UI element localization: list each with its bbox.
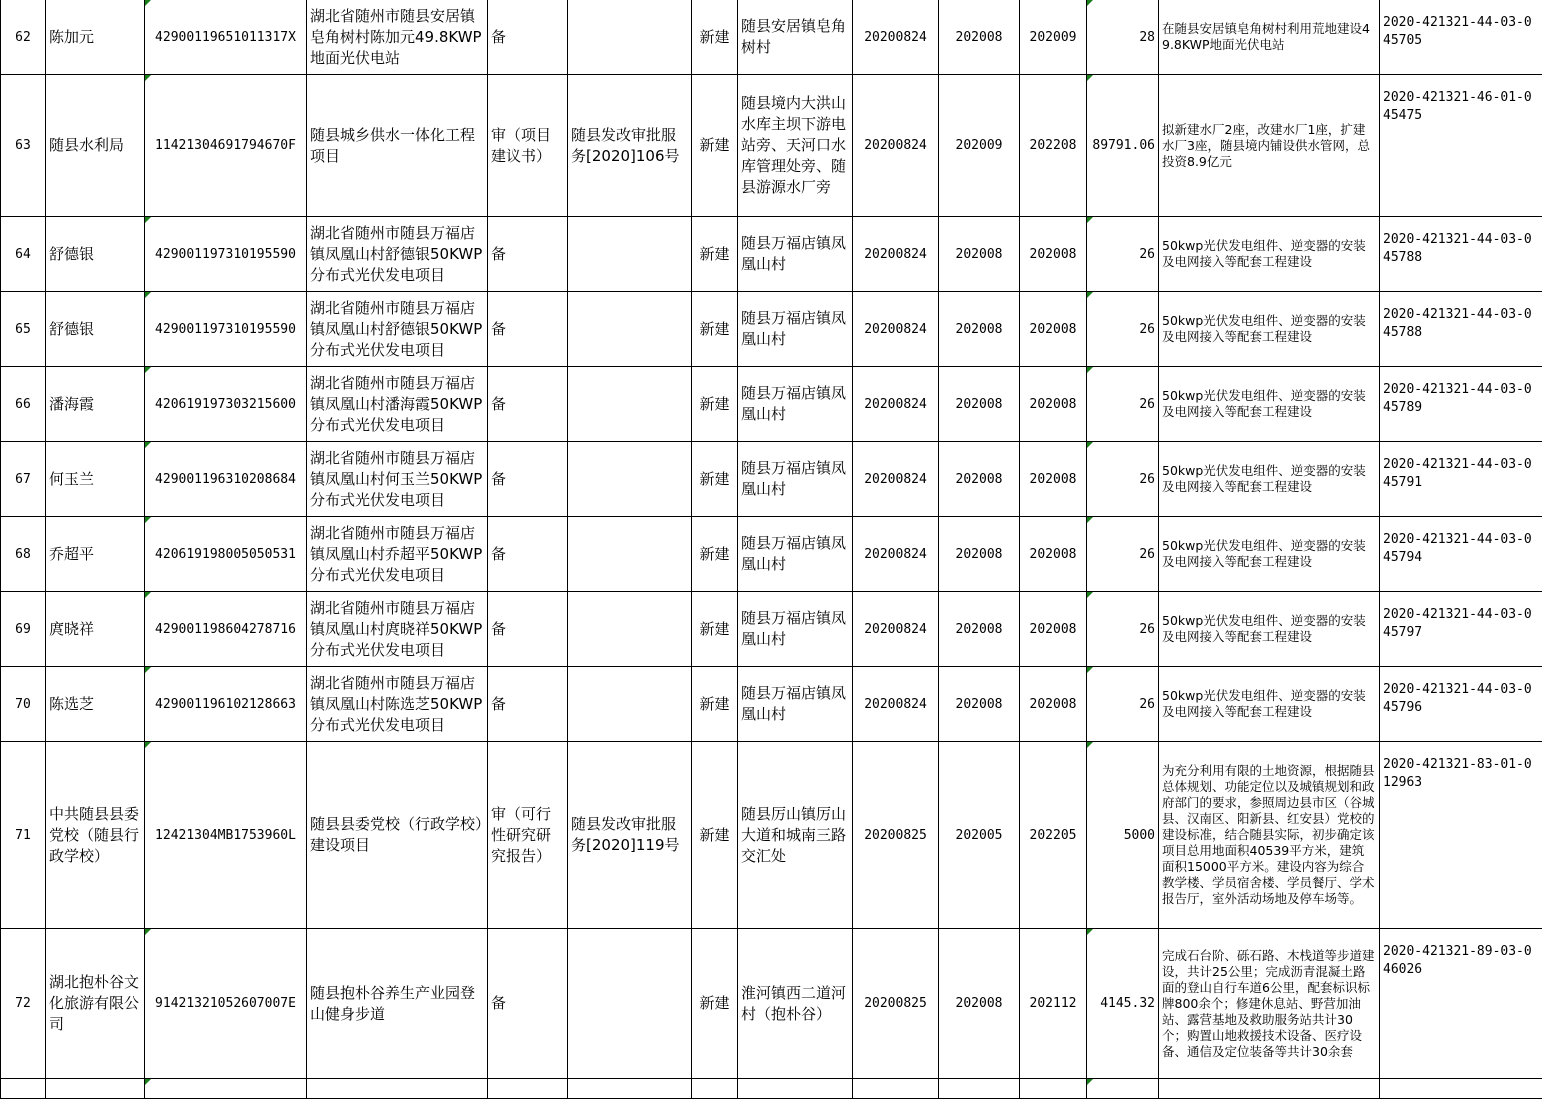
approval-type-cell: 备 xyxy=(488,667,568,742)
location-cell: 随县万福店镇凤凰山村 xyxy=(738,442,853,517)
project-code-cell: 2020-421321-83-01-012963 xyxy=(1380,742,1542,929)
row-number: 67 xyxy=(1,442,46,517)
approval-type-cell: 备 xyxy=(488,517,568,592)
construction-content-cell: 50kwp光伏发电组件、逆变器的安装及电网接入等配套工程建设 xyxy=(1159,217,1380,292)
approval-type-cell: 审（可行性研究研究报告） xyxy=(488,742,568,929)
table-row xyxy=(1,217,1542,292)
approval-doc-cell xyxy=(568,367,692,442)
construction-nature-cell: 新建 xyxy=(692,442,738,517)
construction-content-cell: 在随县安居镇皂角树村利用荒地建设49.8KWP地面光伏电站 xyxy=(1159,0,1380,75)
project-name-cell: 湖北省随州市随县万福店镇凤凰山村潘海霞50KWP分布式光伏发电项目 xyxy=(307,367,488,442)
id-code-cell: 11421304691794670F xyxy=(145,75,307,217)
investment-cell: 4145.32 xyxy=(1087,929,1159,1079)
investment-cell: 26 xyxy=(1087,667,1159,742)
end-date-cell: 202008 xyxy=(1020,592,1087,667)
start-date-cell: 202008 xyxy=(939,217,1020,292)
investment-cell: 28 xyxy=(1087,0,1159,75)
construction-nature-cell: 新建 xyxy=(692,742,738,929)
approval-type-cell: 备 xyxy=(488,0,568,75)
approval-date-cell: 20200825 xyxy=(853,929,939,1079)
project-code-cell: 2020-421321-44-03-045788 xyxy=(1380,292,1542,367)
construction-nature-cell: 新建 xyxy=(692,75,738,217)
id-code-cell: 429001198604278716 xyxy=(145,592,307,667)
approval-date-cell: 20200824 xyxy=(853,367,939,442)
project-code-cell: 2020-421321-44-03-045705 xyxy=(1380,0,1542,75)
approval-doc-cell xyxy=(568,592,692,667)
approval-date-cell: 20200824 xyxy=(853,592,939,667)
applicant-cell: 舒德银 xyxy=(46,292,145,367)
project-code-cell: 2020-421321-44-03-045796 xyxy=(1380,667,1542,742)
project-code-cell xyxy=(1380,1079,1542,1099)
location-cell: 随县安居镇皂角树村 xyxy=(738,0,853,75)
start-date-cell: 202008 xyxy=(939,667,1020,742)
location-cell: 淮河镇西二道河村（抱朴谷） xyxy=(738,929,853,1079)
project-code-cell: 2020-421321-44-03-045794 xyxy=(1380,517,1542,592)
project-code-cell: 2020-421321-44-03-045797 xyxy=(1380,592,1542,667)
construction-nature-cell: 新建 xyxy=(692,217,738,292)
approval-date-cell: 20200824 xyxy=(853,442,939,517)
applicant-cell xyxy=(46,1079,145,1099)
approval-doc-cell xyxy=(568,1079,692,1099)
project-name-cell: 湖北省随州市随县万福店镇凤凰山村何玉兰50KWP分布式光伏发电项目 xyxy=(307,442,488,517)
project-name-cell: 湖北省随州市随县万福店镇凤凰山村舒德银50KWP分布式光伏发电项目 xyxy=(307,217,488,292)
location-cell: 随县万福店镇凤凰山村 xyxy=(738,217,853,292)
construction-nature-cell: 新建 xyxy=(692,292,738,367)
approval-date-cell: 20200825 xyxy=(853,742,939,929)
start-date-cell: 202008 xyxy=(939,929,1020,1079)
approval-doc-cell xyxy=(568,929,692,1079)
table-row xyxy=(1,292,1542,367)
approval-doc-cell xyxy=(568,292,692,367)
location-cell: 随县境内大洪山水库主坝下游电站旁、天河口水库管理处旁、随县游源水厂旁 xyxy=(738,75,853,217)
construction-content-cell: 拟新建水厂2座，改建水厂1座，扩建水厂3座，随县境内铺设供水管网，总投资8.9亿元 xyxy=(1159,75,1380,217)
project-code-cell: 2020-421321-89-03-046026 xyxy=(1380,929,1542,1079)
construction-content-cell: 50kwp光伏发电组件、逆变器的安装及电网接入等配套工程建设 xyxy=(1159,517,1380,592)
applicant-cell: 中共随县县委党校（随县行政学校） xyxy=(46,742,145,929)
investment-cell: 26 xyxy=(1087,442,1159,517)
construction-content-cell: 50kwp光伏发电组件、逆变器的安装及电网接入等配套工程建设 xyxy=(1159,367,1380,442)
end-date-cell: 202008 xyxy=(1020,217,1087,292)
approval-type-cell: 备 xyxy=(488,592,568,667)
end-date-cell: 202008 xyxy=(1020,667,1087,742)
applicant-cell: 随县水利局 xyxy=(46,75,145,217)
id-code-cell: 429001197310195590 xyxy=(145,217,307,292)
start-date-cell: 202008 xyxy=(939,367,1020,442)
project-name-cell: 随县城乡供水一体化工程项目 xyxy=(307,75,488,217)
row-number: 71 xyxy=(1,742,46,929)
id-code-cell: 429001196102128663 xyxy=(145,667,307,742)
id-code-cell: 429001197310195590 xyxy=(145,292,307,367)
id-code-cell: 91421321052607007E xyxy=(145,929,307,1079)
investment-cell: 26 xyxy=(1087,517,1159,592)
approval-type-cell: 备 xyxy=(488,442,568,517)
applicant-cell: 庹晓祥 xyxy=(46,592,145,667)
project-code-cell: 2020-421321-44-03-045788 xyxy=(1380,217,1542,292)
project-name-cell: 湖北省随州市随县万福店镇凤凰山村庹晓祥50KWP分布式光伏发电项目 xyxy=(307,592,488,667)
construction-nature-cell xyxy=(692,1079,738,1099)
applicant-cell: 湖北抱朴谷文化旅游有限公司 xyxy=(46,929,145,1079)
row-number: 68 xyxy=(1,517,46,592)
table-row xyxy=(1,1079,1542,1099)
row-number: 72 xyxy=(1,929,46,1079)
approval-type-cell: 备 xyxy=(488,292,568,367)
table-row xyxy=(1,517,1542,592)
id-code-cell: 420619197303215600 xyxy=(145,367,307,442)
construction-content-cell: 50kwp光伏发电组件、逆变器的安装及电网接入等配套工程建设 xyxy=(1159,442,1380,517)
start-date-cell xyxy=(939,1079,1020,1099)
location-cell: 随县万福店镇凤凰山村 xyxy=(738,367,853,442)
table-row xyxy=(1,929,1542,1079)
approval-date-cell: 20200824 xyxy=(853,0,939,75)
table-row xyxy=(1,75,1542,217)
construction-nature-cell: 新建 xyxy=(692,0,738,75)
approval-type-cell: 审（项目建议书） xyxy=(488,75,568,217)
construction-nature-cell: 新建 xyxy=(692,517,738,592)
investment-cell: 26 xyxy=(1087,367,1159,442)
location-cell xyxy=(738,1079,853,1099)
start-date-cell: 202008 xyxy=(939,517,1020,592)
approval-doc-cell: 随县发改审批服务[2020]119号 xyxy=(568,742,692,929)
applicant-cell: 陈选芝 xyxy=(46,667,145,742)
start-date-cell: 202009 xyxy=(939,75,1020,217)
row-number: 65 xyxy=(1,292,46,367)
project-name-cell: 湖北省随州市随县万福店镇凤凰山村陈选芝50KWP分布式光伏发电项目 xyxy=(307,667,488,742)
row-number: 66 xyxy=(1,367,46,442)
row-number xyxy=(1,1079,46,1099)
approval-type-cell: 备 xyxy=(488,929,568,1079)
applicant-cell: 陈加元 xyxy=(46,0,145,75)
construction-nature-cell: 新建 xyxy=(692,592,738,667)
construction-content-cell: 完成石台阶、砾石路、木栈道等步道建设，共计25公里；完成沥青混凝土路面的登山自行车道6公里，配套标识标牌800余个；修建休息站、野营加油站、露营基地及救助服务站共计30个；购置山地救援技术设备、医疗设备、通信及定位装备等共计30余套 xyxy=(1159,929,1380,1079)
start-date-cell: 202008 xyxy=(939,592,1020,667)
row-number: 64 xyxy=(1,217,46,292)
construction-content-cell: 50kwp光伏发电组件、逆变器的安装及电网接入等配套工程建设 xyxy=(1159,592,1380,667)
approval-date-cell: 20200824 xyxy=(853,292,939,367)
approval-date-cell: 20200824 xyxy=(853,217,939,292)
project-name-cell: 随县抱朴谷养生产业园登山健身步道 xyxy=(307,929,488,1079)
investment-cell: 26 xyxy=(1087,217,1159,292)
construction-nature-cell: 新建 xyxy=(692,667,738,742)
start-date-cell: 202005 xyxy=(939,742,1020,929)
project-code-cell: 2020-421321-46-01-045475 xyxy=(1380,75,1542,217)
start-date-cell: 202008 xyxy=(939,292,1020,367)
location-cell: 随县万福店镇凤凰山村 xyxy=(738,292,853,367)
approval-date-cell xyxy=(853,1079,939,1099)
approval-date-cell: 20200824 xyxy=(853,667,939,742)
investment-cell: 26 xyxy=(1087,592,1159,667)
end-date-cell: 202009 xyxy=(1020,0,1087,75)
row-number: 63 xyxy=(1,75,46,217)
end-date-cell: 202008 xyxy=(1020,442,1087,517)
project-name-cell: 湖北省随州市随县万福店镇凤凰山村乔超平50KWP分布式光伏发电项目 xyxy=(307,517,488,592)
table-row xyxy=(1,0,1542,75)
project-name-cell xyxy=(307,1079,488,1099)
row-number: 62 xyxy=(1,0,46,75)
approval-type-cell xyxy=(488,1079,568,1099)
table-row xyxy=(1,742,1542,929)
applicant-cell: 舒德银 xyxy=(46,217,145,292)
project-code-cell: 2020-421321-44-03-045791 xyxy=(1380,442,1542,517)
row-number: 69 xyxy=(1,592,46,667)
approval-doc-cell xyxy=(568,442,692,517)
location-cell: 随县厉山镇厉山大道和城南三路交汇处 xyxy=(738,742,853,929)
project-name-cell: 湖北省随州市随县万福店镇凤凰山村舒德银50KWP分布式光伏发电项目 xyxy=(307,292,488,367)
id-code-cell xyxy=(145,1079,307,1099)
construction-content-cell: 50kwp光伏发电组件、逆变器的安装及电网接入等配套工程建设 xyxy=(1159,667,1380,742)
end-date-cell: 202008 xyxy=(1020,517,1087,592)
end-date-cell xyxy=(1020,1079,1087,1099)
start-date-cell: 202008 xyxy=(939,442,1020,517)
applicant-cell: 潘海霞 xyxy=(46,367,145,442)
location-cell: 随县万福店镇凤凰山村 xyxy=(738,592,853,667)
project-name-cell: 随县县委党校（行政学校）建设项目 xyxy=(307,742,488,929)
table-row xyxy=(1,592,1542,667)
table-row xyxy=(1,442,1542,517)
approval-doc-cell xyxy=(568,217,692,292)
table-row xyxy=(1,667,1542,742)
approval-type-cell: 备 xyxy=(488,367,568,442)
construction-nature-cell: 新建 xyxy=(692,367,738,442)
id-code-cell: 420619198005050531 xyxy=(145,517,307,592)
project-name-cell: 湖北省随州市随县安居镇皂角树村陈加元49.8KWP地面光伏电站 xyxy=(307,0,488,75)
end-date-cell: 202205 xyxy=(1020,742,1087,929)
construction-content-cell xyxy=(1159,1079,1380,1099)
id-code-cell: 429001196310208684 xyxy=(145,442,307,517)
construction-nature-cell: 新建 xyxy=(692,929,738,1079)
id-code-cell: 12421304MB1753960L xyxy=(145,742,307,929)
approval-doc-cell xyxy=(568,517,692,592)
project-code-cell: 2020-421321-44-03-045789 xyxy=(1380,367,1542,442)
location-cell: 随县万福店镇凤凰山村 xyxy=(738,667,853,742)
investment-cell: 5000 xyxy=(1087,742,1159,929)
location-cell: 随县万福店镇凤凰山村 xyxy=(738,517,853,592)
end-date-cell: 202112 xyxy=(1020,929,1087,1079)
row-number: 70 xyxy=(1,667,46,742)
investment-cell: 26 xyxy=(1087,292,1159,367)
end-date-cell: 202008 xyxy=(1020,292,1087,367)
applicant-cell: 何玉兰 xyxy=(46,442,145,517)
applicant-cell: 乔超平 xyxy=(46,517,145,592)
approval-date-cell: 20200824 xyxy=(853,75,939,217)
approval-date-cell: 20200824 xyxy=(853,517,939,592)
investment-cell xyxy=(1087,1079,1159,1099)
construction-content-cell: 为充分利用有限的土地资源，根据随县总体规划、功能定位以及城镇规划和政府部门的要求，参照周边县市区（谷城县、汉南区、阳新县、红安县）党校的建设标准，结合随县实际，初步确定该项目总用地面积40539平方米，建筑面积15000平方米。建设内容为综合教学楼、学员宿舍楼、学员餐厅、学术报告厅，室外活动场地及停车场等。 xyxy=(1159,742,1380,929)
approval-doc-cell xyxy=(568,667,692,742)
end-date-cell: 202208 xyxy=(1020,75,1087,217)
approval-doc-cell: 随县发改审批服务[2020]106号 xyxy=(568,75,692,217)
approval-doc-cell xyxy=(568,0,692,75)
approval-type-cell: 备 xyxy=(488,217,568,292)
construction-content-cell: 50kwp光伏发电组件、逆变器的安装及电网接入等配套工程建设 xyxy=(1159,292,1380,367)
table-row xyxy=(1,367,1542,442)
start-date-cell: 202008 xyxy=(939,0,1020,75)
investment-cell: 89791.06 xyxy=(1087,75,1159,217)
id-code-cell: 42900119651011317X xyxy=(145,0,307,75)
end-date-cell: 202008 xyxy=(1020,367,1087,442)
